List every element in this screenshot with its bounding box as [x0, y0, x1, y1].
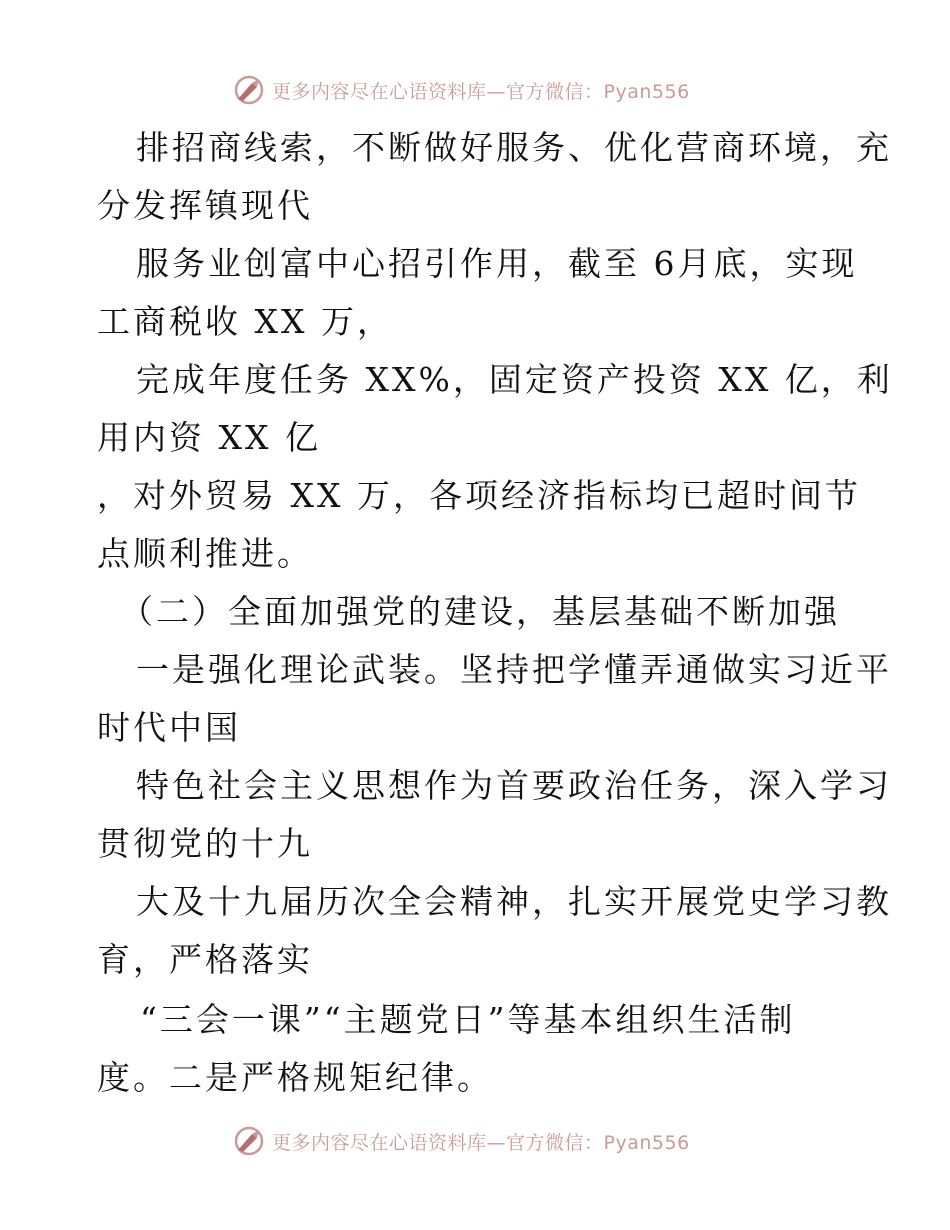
- footer-banner: [232, 1121, 752, 1161]
- body-line: 服务业创富中心招引作用，截至 6月底，实现: [136, 244, 858, 283]
- body-line: ，对外贸易 XX 万，各项经济指标均已超时间节: [97, 476, 861, 515]
- body-line: “三会一课”“主题党日”等基本组织生活制: [140, 1000, 796, 1039]
- body-line: 一是强化理论武装。坚持把学懂弄通做实习近平: [136, 650, 892, 689]
- section-heading: （二）全面加强党的建设，基层基础不断加强: [120, 592, 840, 631]
- body-line: 分发挥镇现代: [97, 186, 313, 225]
- pen-nib-logo-icon: [232, 1124, 266, 1158]
- body-line: 特色社会主义思想作为首要政治任务，深入学习: [136, 766, 892, 805]
- body-line: 点顺利推进。: [97, 534, 313, 573]
- body-line: 用内资 XX 亿: [97, 418, 321, 457]
- body-line: 完成年度任务 XX%，固定资产投资 XX 亿，利: [136, 360, 893, 399]
- body-line: 工商税收 XX 万，: [97, 302, 393, 341]
- body-line: 育，严格落实: [97, 940, 313, 979]
- body-line: 度。二是严格规矩纪律。: [97, 1058, 493, 1097]
- body-line: 时代中国: [97, 708, 241, 747]
- body-line: 大及十九届历次全会精神，扎实开展党史学习教: [136, 882, 892, 921]
- header-banner-text: 更多内容尽在心语资料库—官方微信：Pyan556: [272, 80, 690, 103]
- body-line: 排招商线索，不断做好服务、优化营商环境，充: [136, 128, 892, 167]
- footer-banner-text: 更多内容尽在心语资料库—官方微信：Pyan556: [272, 1131, 690, 1154]
- body-line: 贯彻党的十九: [97, 824, 313, 863]
